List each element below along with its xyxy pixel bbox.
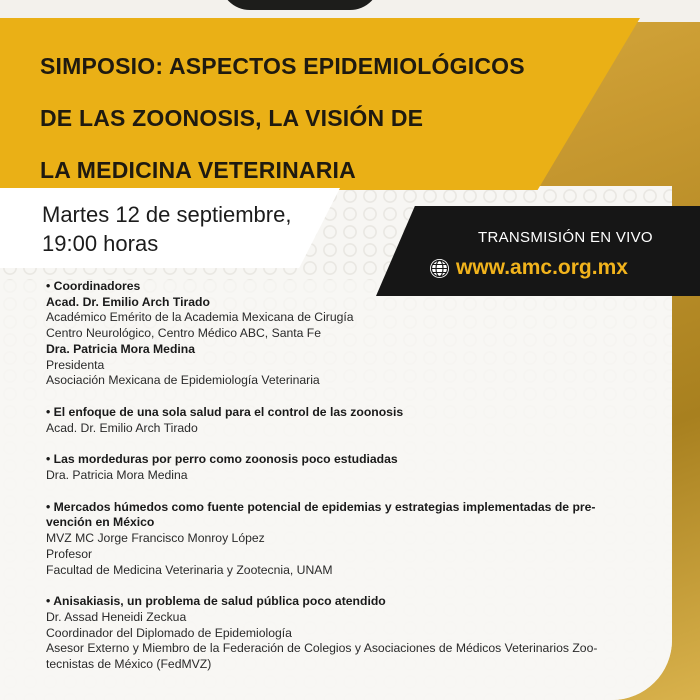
coordinator-2-role: Presidenta [46,357,105,372]
talk-3-role: Profesor [46,546,93,561]
talk-3-org: Facultad de Medicina Veterinaria y Zootecnia, UNAM [46,562,333,577]
talk-3-title-line-1: • Mercados húmedos como fuente potencial de epidemias y estrategias implementadas de pre- [46,499,596,514]
website-link[interactable] [430,256,628,280]
talk-4-speaker: Dr. Assad Heneidi Zeckua [46,609,187,624]
talk-3-title-line-2: vención en México [46,515,155,530]
coordinator-1-name: Acad. Dr. Emilio Arch Tirado [46,294,210,309]
title-line-1: SIMPOSIO: ASPECTOS EPIDEMIOLÓGICOS [40,53,525,79]
talk-1-title: • El enfoque de una sola salud para el control de las zoonosis [46,404,404,419]
talk-4-role: Coordinador del Diplomado de Epidemiología [46,625,292,640]
coordinator-1-role: Académico Emérito de la Academia Mexicana de Cirugía [46,310,354,325]
talk-2-speaker: Dra. Patricia Mora Medina [46,468,188,483]
coordinator-1-org: Centro Neurológico, Centro Médico ABC, Santa Fe [46,326,322,341]
live-label: TRANSMISIÓN EN VIVO [478,229,653,246]
talk-4-org-line-1: Asesor Externo y Miembro de la Federación de Colegios y Asociaciones de Médicos Veterinarios Zoo- [46,641,598,656]
title-line-3: LA MEDICINA VETERINARIA [40,157,356,183]
talk-4-title: • Anisakiasis, un problema de salud pública poco atendido [46,594,386,609]
globe-icon [430,259,449,278]
program-list [46,279,662,673]
date-line-2: 19:00 horas [42,231,159,256]
coordinator-2-name: Dra. Patricia Mora Medina [46,341,196,356]
coordinator-2-org: Asociación Mexicana de Epidemiología Veterinaria [46,373,320,388]
talk-3-speaker: MVZ MC Jorge Francisco Monroy López [46,531,265,546]
talk-4-org-line-2: tecnistas de México (FedMVZ) [46,657,212,672]
talk-2-title: • Las mordeduras por perro como zoonosis poco estudiadas [46,452,398,467]
top-logo-arc [220,0,380,10]
event-title [40,40,620,196]
event-date [42,200,291,258]
coordinators-heading: • Coordinadores [46,279,141,293]
website-url[interactable]: www.amc.org.mx [456,256,628,279]
talk-1-speaker: Acad. Dr. Emilio Arch Tirado [46,420,198,435]
title-line-2: DE LAS ZOONOSIS, LA VISIÓN DE [40,105,424,131]
date-line-1: Martes 12 de septiembre, [42,202,292,227]
